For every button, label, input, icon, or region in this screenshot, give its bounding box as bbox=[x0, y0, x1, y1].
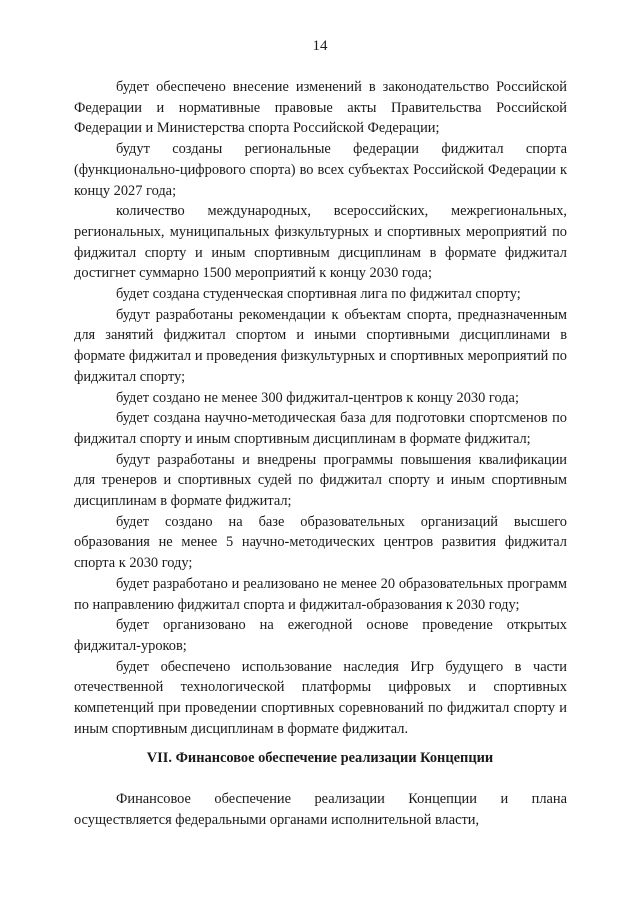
document-body bbox=[74, 77, 567, 740]
paragraph-financing: Финансовое обеспечение реализации Концепции и плана осуществляется федеральными органами исполнительной власти, bbox=[74, 791, 567, 828]
paragraph-methodical-base: будет создана научно-методическая база для подготовки спортсменов по фиджитал спорту и иным спортивным дисциплинам в формате фиджитал; bbox=[74, 410, 567, 447]
financing-section bbox=[74, 789, 567, 830]
paragraph-phygital-centers: будет создано не менее 300 фиджитал-центров к концу 2030 года; bbox=[116, 389, 519, 406]
page-number: 14 bbox=[312, 38, 328, 54]
paragraph-facility-recommendations: будут разработаны рекомендации к объектам спорта, предназначенным для занятий фиджитал спортом и иными спортивными дисциплинами в формате фиджитал и проведения физкультурных и спортивных мероприятий по фиджитал спорту; bbox=[74, 306, 567, 385]
paragraph-educational-programs: будет разработано и реализовано не менее 20 образовательных программ по направлению фиджитал спорта и фиджитал-образования к 2030 году; bbox=[74, 575, 567, 613]
section-heading: VII. Финансовое обеспечение реализации Концепции bbox=[146, 750, 494, 766]
paragraph-open-lessons: будет организовано на ежегодной основе проведение открытых фиджитал-уроков; bbox=[74, 617, 567, 654]
paragraph-research-centers: будет создано на базе образовательных организаций высшего образования не менее 5 научно-методических центров развития фиджитал спорта к 2030 году; bbox=[74, 513, 567, 572]
paragraph-training-programs: будут разработаны и внедрены программы повышения квалификации для тренеров и спортивных судей по фиджитал спорту и иным спортивным дисциплинам в формате фиджитал; bbox=[74, 451, 567, 510]
paragraph-games-legacy: будет обеспечено использование наследия Игр будущего в части отечественной технологической платформы цифровых и спортивных компетенций при проведении спортивных соревнований по фиджитал спорту и иным спортивным дисциплинам в формате фиджитал. bbox=[74, 658, 567, 737]
paragraph-legislation: будет обеспечено внесение изменений в законодательство Российской Федерации и нормативные правовые акты Правительства Российской Федерации и Министерства спорта Российской Федерации; bbox=[74, 79, 567, 137]
paragraph-regional-federations: будут созданы региональные федерации фиджитал спорта (функционально-цифрового спорта) во всех субъектах Российской Федерации к концу 2027 года; bbox=[74, 141, 567, 199]
paragraph-events-count: количество международных, всероссийских, межрегиональных, региональных, муниципальных физкультурных и спортивных мероприятий по фиджитал спорту и иным спортивным дисциплинам в формате фиджитал достигнет суммарно 1500 мероприятий к концу 2030 года; bbox=[74, 203, 567, 282]
paragraph-student-league: будет создана студенческая спортивная лига по фиджитал спорту; bbox=[116, 286, 521, 303]
